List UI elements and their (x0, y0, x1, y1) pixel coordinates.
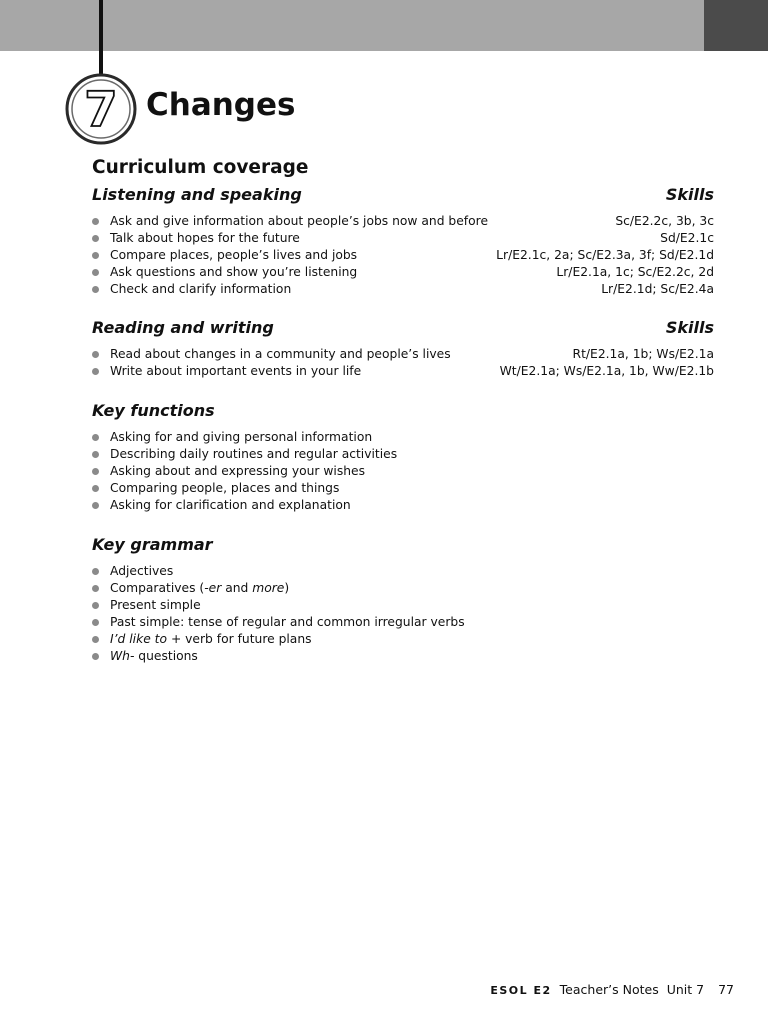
listening-speaking-heading: Listening and speaking (92, 185, 302, 204)
unit-number-badge (65, 73, 137, 145)
list-item: Check and clarify information Lr/E2.1d; Sc/E2.4a (92, 281, 714, 298)
bullet-icon (92, 636, 99, 643)
bullet-icon (92, 619, 99, 626)
list-item: I’d like to + verb for future plans (92, 631, 714, 648)
list-item: Ask questions and show you’re listening Lr/E2.1a, 1c; Sc/E2.2c, 2d (92, 264, 714, 281)
list-item: Asking for clarification and explanation (92, 497, 714, 514)
list-item: Describing daily routines and regular activities (92, 446, 714, 463)
list-item: Asking for and giving personal information (92, 429, 714, 446)
bullet-icon (92, 368, 99, 375)
list-item: Compare places, people’s lives and jobs Lr/E2.1c, 2a; Sc/E2.3a, 3f; Sd/E2.1d (92, 247, 714, 264)
page-number: 77 (718, 982, 734, 997)
key-functions-heading: Key functions (92, 401, 215, 420)
list-item: Wh- questions (92, 648, 714, 665)
footer-notes: Teacher’s Notes (559, 982, 659, 997)
page-footer (490, 981, 734, 1000)
bullet-icon (92, 485, 99, 492)
curriculum-coverage-heading: Curriculum coverage (92, 157, 309, 178)
list-item: Read about changes in a community and people’s lives Rt/E2.1a, 1b; Ws/E2.1a (92, 346, 714, 363)
list-item: Ask and give information about people’s jobs now and before Sc/E2.2c, 3b, 3c (92, 213, 714, 230)
bullet-icon (92, 286, 99, 293)
bullet-icon (92, 218, 99, 225)
reading-skills-heading: Skills (665, 318, 714, 337)
bullet-icon (92, 468, 99, 475)
key-grammar-heading: Key grammar (92, 535, 213, 554)
unit-title: Changes (146, 87, 296, 123)
unit-number: 7 (84, 82, 118, 138)
bullet-icon (92, 568, 99, 575)
header-band (0, 0, 768, 51)
list-item: Comparing people, places and things (92, 480, 714, 497)
bullet-icon (92, 252, 99, 259)
list-item: Present simple (92, 597, 714, 614)
listening-skills-heading: Skills (665, 185, 714, 204)
bullet-icon (92, 269, 99, 276)
list-item: Asking about and expressing your wishes (92, 463, 714, 480)
bullet-icon (92, 235, 99, 242)
bullet-icon (92, 351, 99, 358)
bullet-icon (92, 653, 99, 660)
bullet-icon (92, 502, 99, 509)
footer-series: ESOL E2 (490, 984, 552, 997)
header-rule-line (99, 0, 103, 78)
footer-unit: Unit 7 (666, 982, 705, 997)
list-item: Talk about hopes for the future Sd/E2.1c (92, 230, 714, 247)
header-corner-tab (704, 0, 768, 51)
list-item: Adjectives (92, 563, 714, 580)
list-item: Write about important events in your life Wt/E2.1a; Ws/E2.1a, 1b, Ww/E2.1b (92, 363, 714, 380)
bullet-icon (92, 451, 99, 458)
bullet-icon (92, 585, 99, 592)
reading-writing-heading: Reading and writing (92, 318, 274, 337)
bullet-icon (92, 602, 99, 609)
list-item: Past simple: tense of regular and common irregular verbs (92, 614, 714, 631)
bullet-icon (92, 434, 99, 441)
list-item: Comparatives (-er and more) (92, 580, 714, 597)
